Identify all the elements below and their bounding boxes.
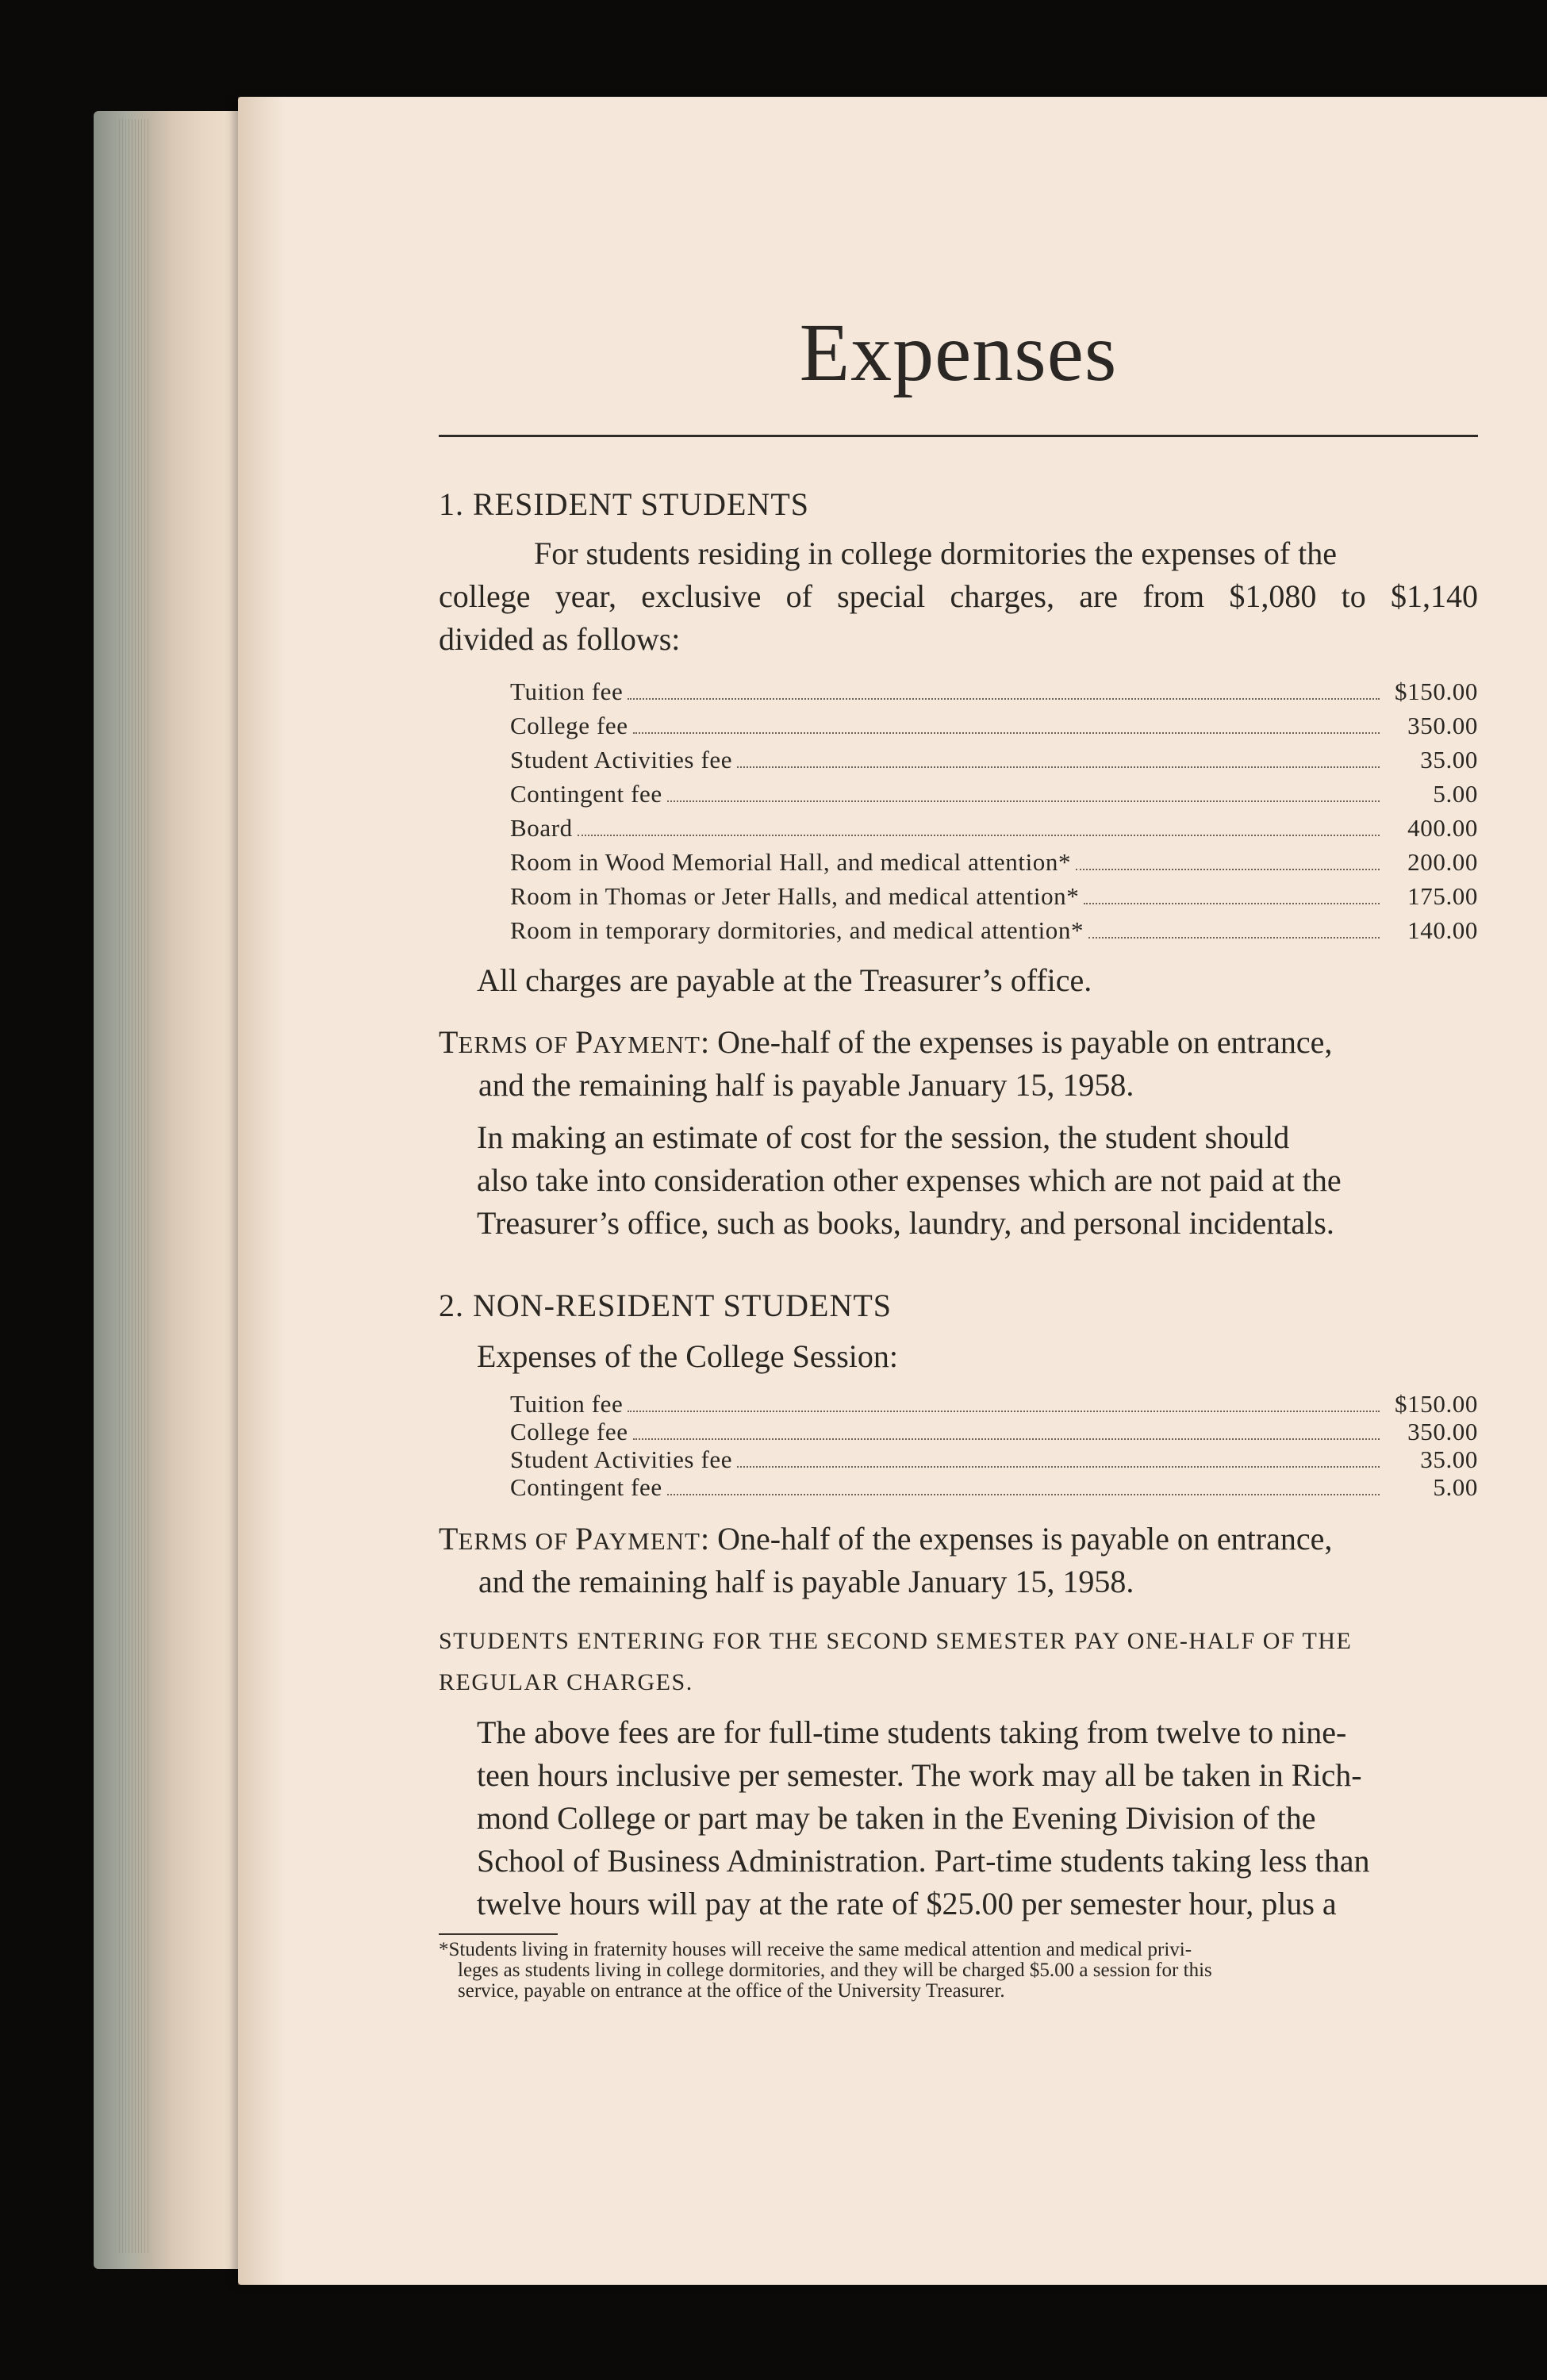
leader-dots bbox=[737, 766, 1380, 768]
fulltime-paragraph bbox=[477, 1714, 1478, 1928]
estimate-line: also take into consideration other expenses which are not paid at the bbox=[477, 1162, 1342, 1198]
fee-row bbox=[510, 777, 1478, 811]
fee-row bbox=[510, 743, 1478, 777]
estimate-line: In making an estimate of cost for the session, the student should bbox=[477, 1119, 1290, 1155]
resident-intro bbox=[439, 535, 1478, 663]
estimate-paragraph bbox=[477, 1119, 1478, 1247]
title-rule bbox=[439, 435, 1478, 437]
terms-label-initial: P bbox=[574, 1521, 593, 1557]
footnote-rule bbox=[439, 1933, 558, 1935]
terms-of-payment-2 bbox=[439, 1520, 1478, 1606]
page-gutter-shadow bbox=[238, 97, 286, 2285]
fulltime-line: The above fees are for full-time students taking from twelve to nine- bbox=[477, 1714, 1347, 1750]
leader-dots bbox=[737, 1466, 1380, 1468]
fee-label: Contingent fee bbox=[510, 1473, 662, 1501]
terms-label-caps: AYMENT bbox=[593, 1527, 701, 1555]
fee-label: Room in Thomas or Jeter Halls, and medical attention* bbox=[510, 882, 1080, 910]
fee-amount: 35.00 bbox=[1420, 746, 1478, 774]
terms-text: : One-half of the expenses is payable on entrance, bbox=[701, 1024, 1333, 1060]
fulltime-line: teen hours inclusive per semester. The work may all be taken in Rich- bbox=[477, 1757, 1362, 1793]
intro-line-3: divided as follows: bbox=[439, 621, 681, 657]
terms-label-caps: AYMENT bbox=[593, 1031, 701, 1058]
fulltime-line: twelve hours will pay at the rate of $25.00 per semester hour, plus a bbox=[477, 1886, 1337, 1921]
fee-row bbox=[510, 674, 1478, 708]
fee-amount: 35.00 bbox=[1420, 1445, 1478, 1473]
terms-label-initial: T bbox=[439, 1521, 459, 1557]
fee-amount: 400.00 bbox=[1407, 814, 1478, 842]
fee-amount: 350.00 bbox=[1407, 1418, 1478, 1445]
section-heading-nonresident: 2. NON-RESIDENT STUDENTS bbox=[439, 1288, 892, 1323]
intro-line-text: For students residing in college dormitories the expenses of the bbox=[534, 536, 1338, 571]
leader-dots bbox=[1076, 869, 1380, 870]
fee-row bbox=[510, 1473, 1478, 1501]
fee-label: Student Activities fee bbox=[510, 746, 733, 774]
fee-label: Room in temporary dormitories, and medical attention* bbox=[510, 916, 1084, 944]
leader-dots bbox=[633, 732, 1380, 734]
fee-label: College fee bbox=[510, 1418, 628, 1445]
footnote-line: *Students living in fraternity houses will receive the same medical attention and medical privi- bbox=[439, 1939, 1192, 1960]
fee-row bbox=[510, 913, 1478, 947]
fee-row bbox=[510, 708, 1478, 743]
second-semester-line: REGULAR CHARGES. bbox=[439, 1669, 693, 1695]
fee-amount: 140.00 bbox=[1407, 916, 1478, 944]
terms-line-2: and the remaining half is payable January 15, 1958. bbox=[478, 1067, 1134, 1103]
fulltime-line: School of Business Administration. Part-time students taking less than bbox=[477, 1843, 1370, 1879]
fee-row bbox=[510, 811, 1478, 845]
fee-amount: $150.00 bbox=[1395, 1390, 1478, 1418]
fee-amount: 5.00 bbox=[1433, 1473, 1478, 1501]
terms-line-1 bbox=[439, 1023, 1478, 1066]
leader-dots bbox=[633, 1438, 1380, 1440]
fee-label: Tuition fee bbox=[510, 1390, 624, 1418]
footnote bbox=[439, 1940, 1478, 2002]
fee-row bbox=[510, 1418, 1478, 1445]
fee-label: Contingent fee bbox=[510, 780, 662, 808]
terms-line-1 bbox=[439, 1520, 1478, 1563]
fee-amount: 200.00 bbox=[1407, 848, 1478, 876]
footnote-line: leges as students living in college dormitories, and they will be charged $5.00 a session for this bbox=[458, 1960, 1212, 1981]
nonresident-subheading: Expenses of the College Session: bbox=[477, 1338, 899, 1374]
intro-line-2: college year, exclusive of special charges, are from $1,080 to $1,140 bbox=[439, 578, 1478, 614]
fee-row bbox=[510, 1445, 1478, 1473]
fee-label: Room in Wood Memorial Hall, and medical attention* bbox=[510, 848, 1072, 876]
payable-note: All charges are payable at the Treasurer’s office. bbox=[477, 962, 1092, 998]
terms-label-initial: P bbox=[574, 1024, 593, 1060]
estimate-line: Treasurer’s office, such as books, laundry, and personal incidentals. bbox=[477, 1205, 1334, 1241]
fee-label: Tuition fee bbox=[510, 678, 624, 705]
second-semester-note bbox=[439, 1628, 1478, 1710]
terms-label-caps: ERMS OF bbox=[458, 1031, 575, 1058]
terms-label-initial: T bbox=[439, 1024, 459, 1060]
intro-line-1 bbox=[439, 535, 1478, 578]
terms-of-payment-1 bbox=[439, 1023, 1478, 1109]
terms-text: : One-half of the expenses is payable on entrance, bbox=[701, 1521, 1333, 1557]
leader-dots bbox=[1084, 903, 1380, 904]
nonresident-fee-table bbox=[510, 1390, 1478, 1501]
fee-label: Board bbox=[510, 814, 573, 842]
fee-amount: $150.00 bbox=[1395, 678, 1478, 705]
book-page-edges bbox=[119, 119, 151, 2253]
fee-row bbox=[510, 845, 1478, 879]
leader-dots bbox=[667, 800, 1380, 802]
leader-dots bbox=[667, 1494, 1380, 1495]
footnote-line: service, payable on entrance at the office of the University Treasurer. bbox=[458, 1980, 1005, 2002]
leader-dots bbox=[628, 1411, 1380, 1412]
terms-label-caps: ERMS OF bbox=[458, 1527, 575, 1555]
terms-line-2: and the remaining half is payable January 15, 1958. bbox=[478, 1564, 1134, 1599]
fee-amount: 5.00 bbox=[1433, 780, 1478, 808]
fee-amount: 175.00 bbox=[1407, 882, 1478, 910]
fee-row bbox=[510, 879, 1478, 913]
second-semester-line: STUDENTS ENTERING FOR THE SECOND SEMESTER PAY ONE-HALF OF THE bbox=[439, 1628, 1353, 1654]
leader-dots bbox=[578, 835, 1380, 836]
section-heading-resident: 1. RESIDENT STUDENTS bbox=[439, 486, 810, 522]
fee-row bbox=[510, 1390, 1478, 1418]
fee-amount: 350.00 bbox=[1407, 712, 1478, 739]
page-title: Expenses bbox=[799, 307, 1118, 398]
fulltime-line: mond College or part may be taken in the Evening Division of the bbox=[477, 1800, 1316, 1836]
fee-label: Student Activities fee bbox=[510, 1445, 733, 1473]
leader-dots bbox=[1088, 937, 1380, 939]
leader-dots bbox=[628, 698, 1380, 700]
resident-fee-table bbox=[510, 674, 1478, 947]
fee-label: College fee bbox=[510, 712, 628, 739]
